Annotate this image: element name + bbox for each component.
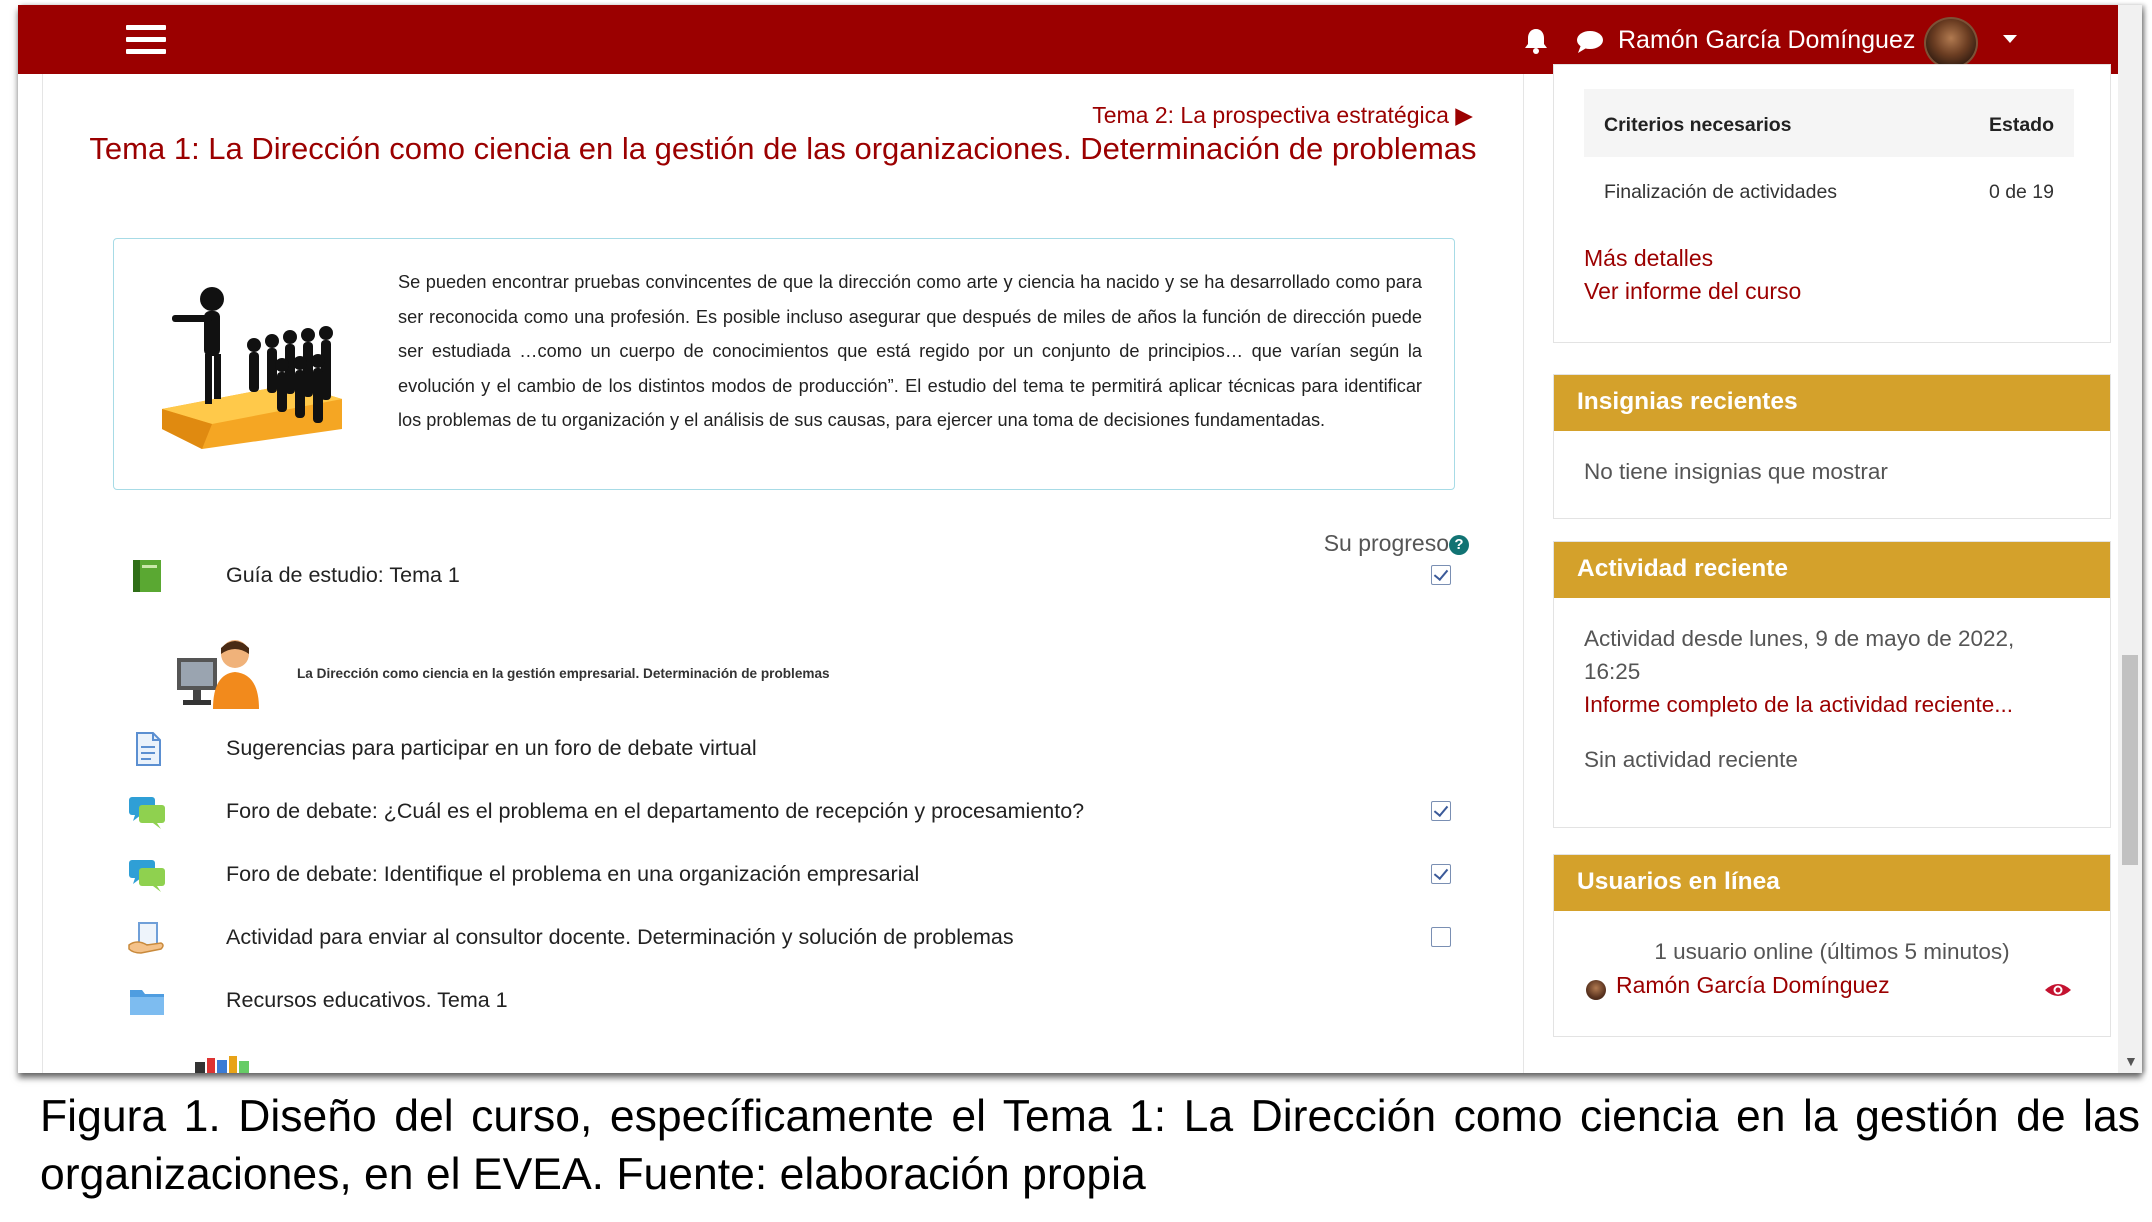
activity-item — [127, 917, 1497, 961]
course-report-link[interactable]: Ver informe del curso — [1584, 278, 1802, 304]
column-criteria: Criterios necesarios — [1604, 114, 1792, 136]
badges-empty-text: No tiene insignias que mostrar — [1584, 459, 1888, 484]
recent-since-text: Actividad desde lunes, 9 de mayo de 2022, — [1584, 626, 2015, 651]
completion-checkbox[interactable] — [1431, 864, 1451, 884]
user-name[interactable]: Ramón García Domínguez — [1618, 26, 1916, 54]
caret-down-icon[interactable] — [2003, 35, 2017, 43]
figure-caption: Figura 1. Diseño del curso, específicamente el Tema 1: La Dirección como ciencia en la gestión de las organizaciones, en el EVEA. Fuente: elaboración propia — [40, 1092, 2140, 1199]
activity-link[interactable]: Recursos educativos. Tema 1 — [226, 988, 508, 1012]
more-details-link[interactable]: Más detalles — [1584, 245, 1714, 271]
online-users-block — [1553, 854, 2111, 1037]
recent-activity-block — [1553, 541, 2111, 828]
resources-image — [193, 1054, 253, 1073]
next-topic-link[interactable]: Tema 2: La prospectiva estratégica ▶ — [1092, 102, 1473, 128]
summary-text: Se pueden encontrar pruebas convincentes de que la dirección como arte y ciencia ha nacido y se ha desarrollado como para ser reconocida como una profesión. Es posible incluso asegurar que después de miles de años la función de dirección puede ser estudiada …como un cuerpo de conocimientos que está regido por un conjunto de principios… que varían según la evolución y el cambio de los distintos modos de producción”. El estudio del tema te permitirá aplicar técnicas para identificar los problemas de tu organización y el análisis de sus causas, para ejercer una toma de decisiones fundamentadas. — [398, 272, 1422, 431]
activity-item — [127, 980, 1497, 1024]
assignment-icon — [127, 919, 167, 957]
course-completion-block — [1553, 64, 2111, 343]
row-label: Finalización de actividades — [1604, 181, 1838, 203]
activity-item — [127, 791, 1497, 835]
no-recent-text: Sin actividad reciente — [1584, 747, 1798, 772]
row-value: 0 de 19 — [1988, 181, 2054, 203]
activity-link[interactable]: Foro de debate: Identifique el problema en una organización empresarial — [226, 862, 920, 886]
forum-icon — [127, 856, 167, 894]
online-count: 1 usuario online (últimos 5 minutos) — [1654, 939, 2010, 964]
avatar[interactable] — [1924, 17, 1978, 69]
browser-frame — [18, 5, 2142, 1073]
recent-since-time: 16:25 — [1584, 659, 1641, 684]
activity-link[interactable]: Guía de estudio: Tema 1 — [226, 563, 460, 587]
forum-icon — [127, 793, 167, 831]
badges-block — [1553, 374, 2111, 519]
label-text: La Dirección como ciencia en la gestión empresarial. Determinación de problemas — [297, 666, 830, 681]
page-icon — [127, 730, 167, 768]
bell-icon[interactable] — [1523, 27, 1549, 55]
chat-icon[interactable] — [1575, 29, 1605, 55]
completion-checkbox[interactable] — [1431, 801, 1451, 821]
folder-icon — [127, 982, 167, 1020]
activity-link[interactable]: Actividad para enviar al consultor docente. Determinación y solución de problemas — [226, 925, 1014, 949]
table-header — [1584, 89, 2074, 157]
block-header — [1554, 855, 2110, 911]
online-user-avatar — [1586, 980, 1606, 1000]
activity-item — [127, 555, 1497, 599]
topic-title: Tema 1: La Dirección como ciencia en la gestión de las organizaciones. Determinación de problemas — [89, 131, 1477, 166]
help-icon[interactable]: ? — [1449, 535, 1469, 555]
block-header — [1554, 375, 2110, 431]
scroll-down-icon[interactable]: ▼ — [2124, 1053, 2138, 1069]
right-sidebar — [1529, 74, 2118, 1073]
progress-label-text: Su progreso — [1323, 530, 1449, 556]
person-computer-icon — [173, 634, 263, 714]
online-user-link[interactable]: Ramón García Domínguez — [1616, 972, 1890, 998]
block-title: Actividad reciente — [1577, 555, 1789, 582]
book-icon — [127, 557, 167, 595]
completion-checkbox[interactable] — [1431, 565, 1451, 585]
block-header — [1554, 542, 2110, 598]
completion-checkbox[interactable] — [1431, 927, 1451, 947]
eye-icon[interactable] — [2044, 981, 2072, 999]
column-status: Estado — [1988, 114, 2054, 136]
leader-illustration — [142, 279, 352, 454]
scrollbar-thumb[interactable] — [2122, 655, 2138, 865]
menu-icon[interactable] — [126, 25, 166, 55]
topic-summary — [113, 238, 1455, 490]
table-row — [1584, 157, 2074, 223]
course-content — [42, 74, 1524, 1073]
progress-label — [1324, 530, 1469, 557]
full-report-link[interactable]: Informe completo de la actividad reciente... — [1584, 692, 2013, 717]
activity-link[interactable]: Foro de debate: ¿Cuál es el problema en el departamento de recepción y procesamiento? — [226, 799, 1085, 823]
block-title: Usuarios en línea — [1577, 868, 1780, 895]
block-title: Insignias recientes — [1577, 388, 1798, 415]
page-scrollbar[interactable] — [2118, 5, 2142, 1073]
activity-item — [127, 728, 1497, 772]
activity-item — [127, 854, 1497, 898]
activity-link[interactable]: Sugerencias para participar en un foro de debate virtual — [226, 736, 757, 760]
